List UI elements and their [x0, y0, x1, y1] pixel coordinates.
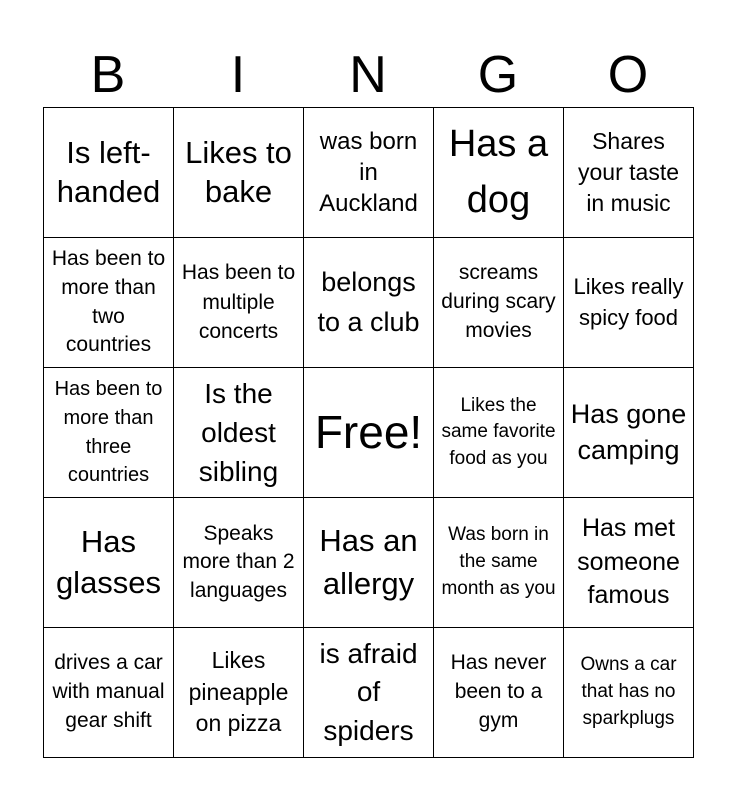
- bingo-cell[interactable]: [174, 368, 304, 498]
- bingo-cell[interactable]: [44, 108, 174, 238]
- bingo-card-grid: [43, 107, 694, 758]
- cell-text: Likes the same favorite food as you: [441, 394, 556, 469]
- cell-text: belongs to a club: [317, 267, 420, 337]
- header-letter-g: G: [477, 46, 519, 104]
- bingo-cell[interactable]: [434, 498, 564, 628]
- cell-text: Has been to more than three countries: [54, 378, 163, 487]
- bingo-cell[interactable]: [564, 498, 694, 628]
- bingo-cell[interactable]: [304, 238, 434, 368]
- bingo-cell[interactable]: [434, 368, 564, 498]
- bingo-header: [43, 44, 693, 106]
- cell-text: Speaks more than 2 languages: [182, 521, 295, 602]
- bingo-cell[interactable]: [564, 628, 694, 758]
- bingo-cell[interactable]: [44, 368, 174, 498]
- bingo-cell[interactable]: [434, 108, 564, 238]
- cell-text: Is the oldest sibling: [198, 377, 279, 488]
- header-letter-n: N: [349, 46, 387, 104]
- bingo-cell[interactable]: [174, 498, 304, 628]
- bingo-cell[interactable]: [434, 628, 564, 758]
- header-letter-o: O: [607, 46, 649, 104]
- bingo-cell[interactable]: [564, 108, 694, 238]
- cell-text: Likes pineapple on pizza: [188, 646, 289, 737]
- header-letter-i: I: [230, 46, 246, 104]
- cell-text: Was born in the same month as you: [441, 524, 556, 599]
- free-space: Free!: [314, 405, 423, 458]
- cell-text: Shares your taste in music: [578, 127, 679, 217]
- cell-text: was born in Auckland: [319, 127, 418, 218]
- cell-text: drives a car with manual gear shift: [52, 651, 165, 732]
- cell-text: Is left-handed: [56, 134, 161, 209]
- cell-text: Has been to more than two countries: [51, 246, 166, 357]
- header-letter-b: B: [90, 46, 126, 104]
- cell-text: Has never been to a gym: [450, 651, 547, 732]
- cell-text: Likes to bake: [185, 134, 292, 209]
- cell-text: Owns a car that has no sparkplugs: [580, 654, 677, 729]
- bingo-cell[interactable]: [44, 628, 174, 758]
- bingo-cell[interactable]: [174, 238, 304, 368]
- cell-text: Likes really spicy food: [573, 274, 684, 330]
- bingo-cell[interactable]: [304, 628, 434, 758]
- bingo-cell[interactable]: [304, 108, 434, 238]
- cell-text: Has glasses: [55, 524, 162, 600]
- cell-text: Has gone camping: [570, 399, 687, 465]
- bingo-cell[interactable]: [44, 498, 174, 628]
- bingo-cell[interactable]: [44, 238, 174, 368]
- bingo-cell[interactable]: [564, 238, 694, 368]
- cell-text: screams during scary movies: [441, 261, 556, 342]
- bingo-cell[interactable]: [564, 368, 694, 498]
- cell-text: Has an allergy: [319, 522, 418, 601]
- bingo-cell[interactable]: [174, 628, 304, 758]
- bingo-cell[interactable]: [434, 238, 564, 368]
- bingo-cell[interactable]: [304, 498, 434, 628]
- cell-text: Has a dog: [448, 123, 549, 221]
- cell-text: is afraid of spiders: [319, 637, 418, 746]
- cell-text: Has met someone famous: [577, 513, 680, 610]
- cell-text: Has been to multiple concerts: [181, 260, 296, 344]
- bingo-cell[interactable]: [304, 368, 434, 498]
- bingo-cell[interactable]: [174, 108, 304, 238]
